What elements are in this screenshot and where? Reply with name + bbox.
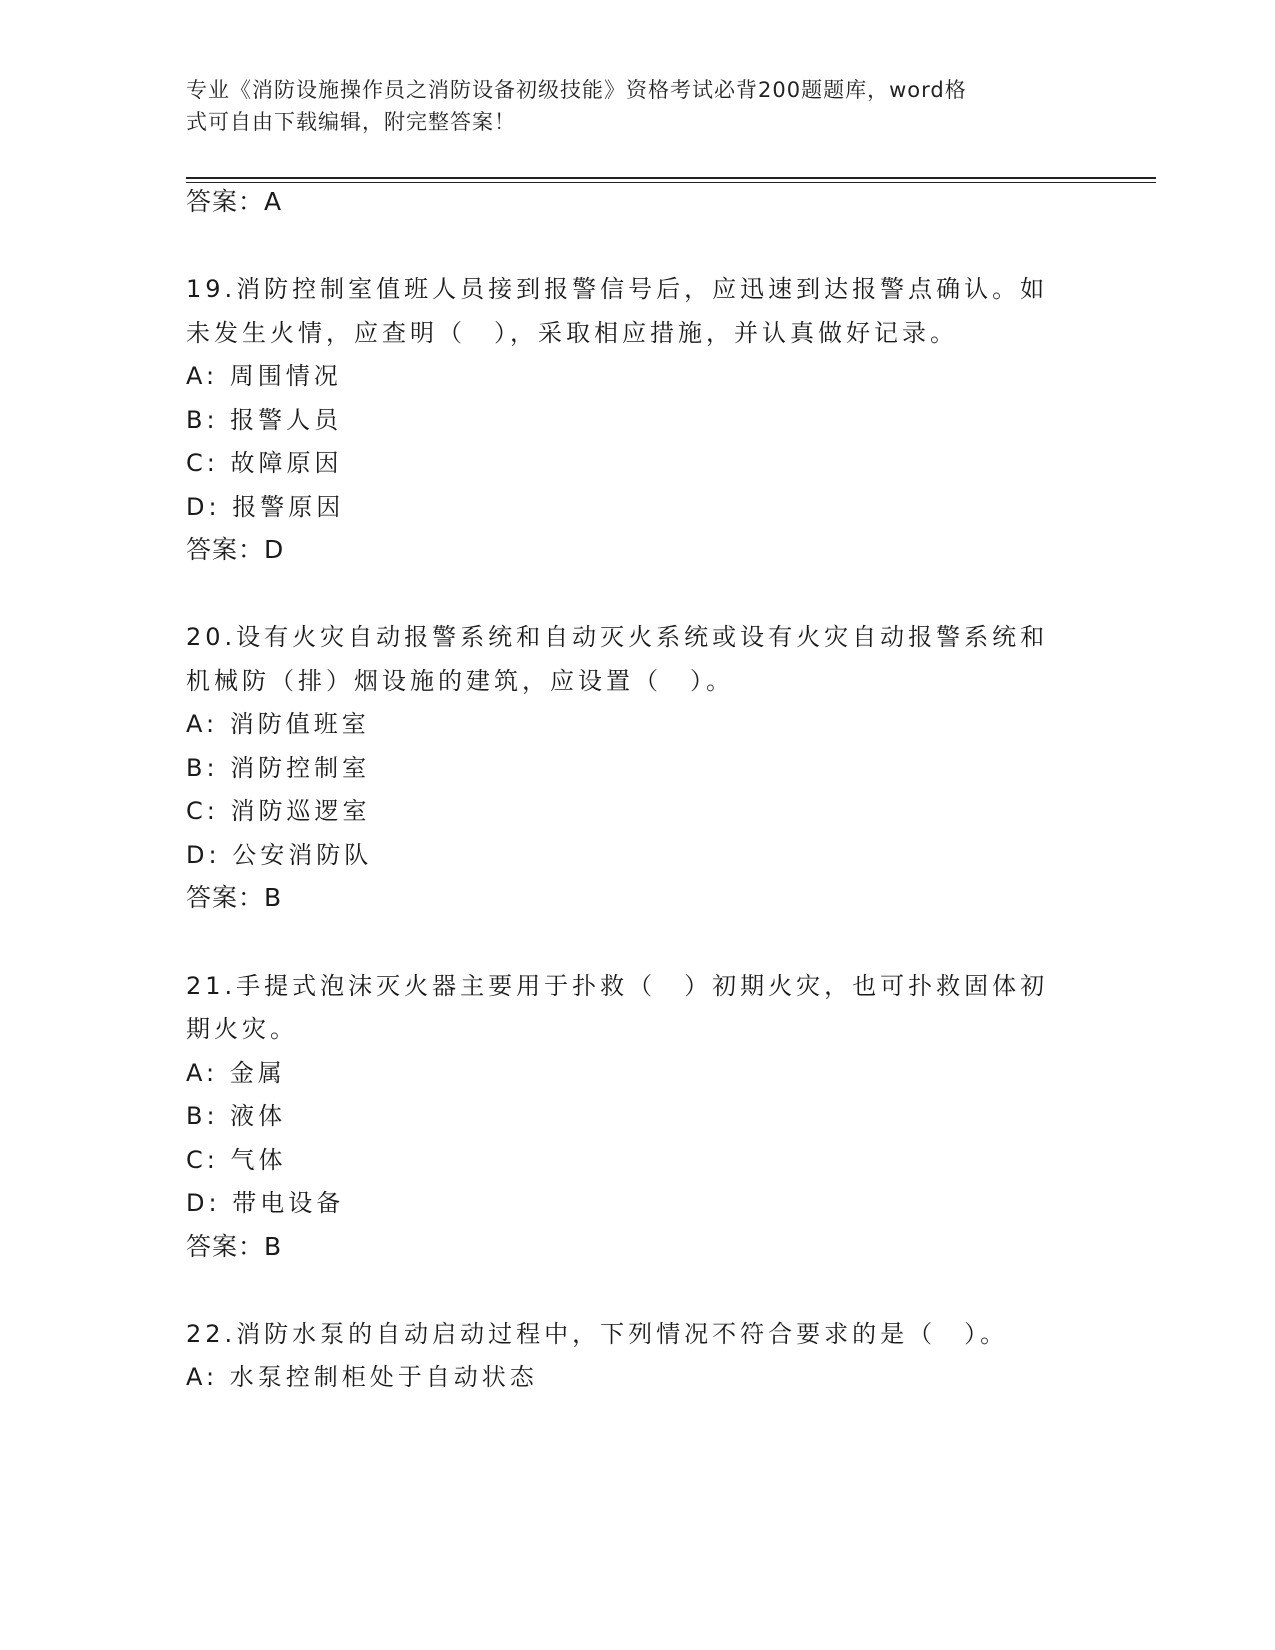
- option-b: B: 报警人员: [186, 406, 343, 434]
- option-a: A: 消防值班室: [186, 710, 370, 738]
- question-stem-line: 19.消防控制室值班人员接到报警信号后，应迅速到达报警点确认。如: [186, 275, 1049, 303]
- answer: 答案：B: [186, 883, 283, 912]
- answer: 答案：B: [186, 1232, 283, 1261]
- header-divider-thin: [186, 182, 1156, 183]
- question-stem-line: 未发生火情，应查明（ ），采取相应措施，并认真做好记录。: [186, 319, 958, 347]
- header-line-1: 专业《消防设施操作员之消防设备初级技能》资格考试必背200题题库，word格: [186, 78, 967, 102]
- option-a: A: 周围情况: [186, 362, 342, 390]
- option-c: C: 气体: [186, 1146, 287, 1174]
- option-b: B: 消防控制室: [186, 754, 371, 782]
- option-b: B: 液体: [186, 1102, 287, 1130]
- option-a: A: 水泵控制柜处于自动状态: [186, 1363, 538, 1391]
- option-c: C: 消防巡逻室: [186, 797, 371, 825]
- option-d: D: 公安消防队: [186, 841, 373, 869]
- option-d: D: 带电设备: [186, 1189, 345, 1217]
- header-line-2: 式可自由下载编辑，附完整答案！: [186, 110, 516, 134]
- option-c: C: 故障原因: [186, 449, 343, 477]
- answer-previous: 答案：A: [186, 187, 283, 216]
- document-header: [186, 74, 1066, 138]
- option-a: A: 金属: [186, 1059, 286, 1087]
- question-stem-line: 机械防（排）烟设施的建筑，应设置（ ）。: [186, 667, 734, 695]
- question-stem-line: 期火灾。: [186, 1015, 298, 1043]
- option-d: D: 报警原因: [186, 493, 345, 521]
- question-stem-line: 22.消防水泵的自动启动过程中，下列情况不符合要求的是（ ）。: [186, 1320, 1009, 1348]
- answer: 答案：D: [186, 535, 285, 564]
- question-stem-line: 21.手提式泡沫灭火器主要用于扑救（ ）初期火灾，也可扑救固体初: [186, 972, 1049, 1000]
- header-divider-thick: [186, 177, 1156, 179]
- question-stem-line: 20.设有火灾自动报警系统和自动灭火系统或设有火灾自动报警系统和: [186, 623, 1049, 651]
